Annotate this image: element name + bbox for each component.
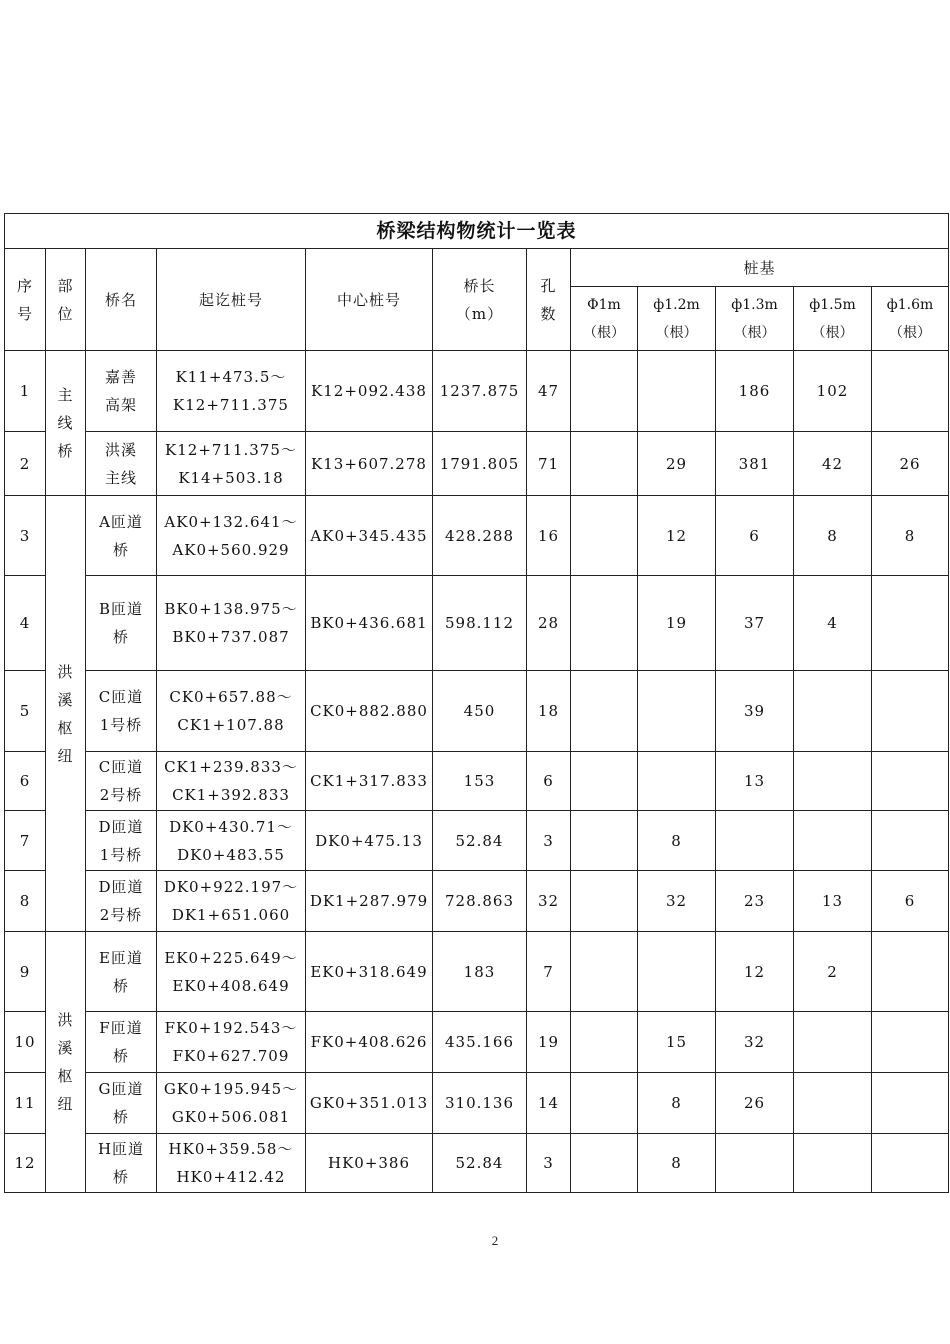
cell-center: CK1+317.833 [306, 752, 433, 811]
bridge-name-line-2: 2号桥 [99, 906, 143, 924]
cell-spans: 16 [527, 496, 571, 576]
range-start: FK0+192.543～ [164, 1019, 298, 1037]
range-start: DK0+922.197～ [163, 878, 299, 896]
table-row [5, 871, 949, 932]
cell-spans: 71 [527, 432, 571, 496]
bridge-name-line-1: H匝道 [97, 1140, 145, 1158]
cell-range [157, 1134, 306, 1193]
cell-center: BK0+436.681 [306, 576, 433, 671]
cell-seq: 3 [5, 496, 46, 576]
cell-length: 310.136 [433, 1073, 527, 1134]
title-row [5, 214, 949, 249]
cell-seq: 7 [5, 811, 46, 871]
cell-pile-p5 [872, 1134, 949, 1193]
cell-pile-p2 [638, 351, 716, 432]
pile-size: ф1.2m [653, 296, 700, 313]
header-piles: 桩基 [571, 249, 949, 287]
header-pile-2 [638, 287, 716, 351]
range-start: BK0+138.975～ [164, 600, 298, 618]
cell-length: 728.863 [433, 871, 527, 932]
pile-unit: （根） [583, 324, 625, 341]
cell-pile-p5: 6 [872, 871, 949, 932]
table-title: 桥梁结构物统计一览表 [5, 214, 949, 249]
header-seq [5, 249, 46, 351]
cell-spans: 32 [527, 871, 571, 932]
cell-seq: 1 [5, 351, 46, 432]
cell-range [157, 1073, 306, 1134]
cell-pile-p2: 8 [638, 811, 716, 871]
cell-pile-p4 [794, 1073, 872, 1134]
cell-pile-p2 [638, 671, 716, 752]
bridge-name-line-1: D匝道 [98, 817, 144, 836]
bridge-name-line-2: 桥 [112, 1168, 129, 1186]
cell-spans: 7 [527, 932, 571, 1012]
cell-pile-p1 [571, 351, 638, 432]
cell-pile-p2: 8 [638, 1134, 716, 1193]
part-label: 主线桥 [57, 386, 74, 460]
cell-pile-p1 [571, 576, 638, 671]
bridge-name-line-1: 嘉善 [104, 368, 137, 386]
cell-seq: 6 [5, 752, 46, 811]
pile-size: ф1.3m [731, 296, 778, 313]
bridge-statistics-table [4, 213, 949, 1193]
cell-range [157, 871, 306, 932]
cell-pile-p4: 102 [794, 351, 872, 432]
bridge-name-line-2: 桥 [112, 1108, 129, 1126]
bridge-name-line-2: 桥 [112, 1047, 129, 1065]
cell-center: CK0+882.880 [306, 671, 433, 752]
cell-seq: 12 [5, 1134, 46, 1193]
bridge-name-line-2: 2号桥 [99, 786, 143, 804]
cell-center: FK0+408.626 [306, 1012, 433, 1073]
cell-spans: 19 [527, 1012, 571, 1073]
cell-pile-p5 [872, 811, 949, 871]
bridge-name-line-1: 洪溪 [104, 440, 137, 459]
cell-pile-p1 [571, 432, 638, 496]
cell-part [46, 496, 86, 932]
table-row [5, 1073, 949, 1134]
cell-seq: 2 [5, 432, 46, 496]
cell-seq: 4 [5, 576, 46, 671]
range-end: CK1+392.833 [172, 786, 290, 804]
cell-range [157, 752, 306, 811]
cell-range [157, 496, 306, 576]
cell-center: K13+607.278 [306, 432, 433, 496]
cell-bridge-name [86, 871, 157, 932]
range-start: K12+711.375～ [165, 440, 297, 459]
bridge-name-line-1: D匝道 [98, 878, 144, 896]
cell-pile-p3: 12 [716, 932, 794, 1012]
cell-range [157, 432, 306, 496]
cell-pile-p4 [794, 1012, 872, 1073]
cell-pile-p3: 13 [716, 752, 794, 811]
cell-bridge-name [86, 671, 157, 752]
range-end: GK0+506.081 [171, 1108, 291, 1126]
range-start: GK0+195.945～ [163, 1080, 299, 1098]
bridge-name-line-1: B匝道 [98, 600, 144, 618]
cell-pile-p2 [638, 932, 716, 1012]
cell-range [157, 351, 306, 432]
cell-pile-p3 [716, 811, 794, 871]
pile-size: Φ1m [587, 296, 621, 313]
part-label: 洪溪枢纽 [57, 662, 74, 765]
table-row [5, 576, 949, 671]
header-length [433, 249, 527, 351]
bridge-name-line-1: C匝道 [98, 758, 144, 776]
table-row [5, 752, 949, 811]
cell-pile-p4 [794, 752, 872, 811]
range-end: K12+711.375 [173, 396, 289, 414]
bridge-name-line-2: 桥 [112, 540, 129, 559]
cell-pile-p2: 29 [638, 432, 716, 496]
table-row [5, 671, 949, 752]
header-pile-4 [794, 287, 872, 351]
cell-length: 450 [433, 671, 527, 752]
bridge-name-line-2: 桥 [112, 628, 129, 646]
cell-pile-p2: 12 [638, 496, 716, 576]
cell-length: 52.84 [433, 811, 527, 871]
cell-bridge-name [86, 1073, 157, 1134]
cell-spans: 47 [527, 351, 571, 432]
cell-seq: 10 [5, 1012, 46, 1073]
page-number: 2 [491, 1233, 499, 1248]
cell-pile-p4: 2 [794, 932, 872, 1012]
table-row [5, 1012, 949, 1073]
cell-pile-p4: 4 [794, 576, 872, 671]
cell-range [157, 1012, 306, 1073]
header-part-label: 部位 [57, 276, 74, 323]
table-row [5, 496, 949, 576]
cell-pile-p3: 26 [716, 1073, 794, 1134]
cell-pile-p5 [872, 576, 949, 671]
range-end: DK1+651.060 [171, 906, 291, 924]
range-start: HK0+359.58～ [168, 1140, 294, 1158]
cell-bridge-name [86, 1134, 157, 1193]
cell-length: 598.112 [433, 576, 527, 671]
cell-pile-p3: 23 [716, 871, 794, 932]
cell-bridge-name [86, 752, 157, 811]
cell-pile-p2: 8 [638, 1073, 716, 1134]
cell-pile-p3: 39 [716, 671, 794, 752]
bridge-name-line-2: 1号桥 [99, 716, 143, 734]
cell-center: DK1+287.979 [306, 871, 433, 932]
cell-pile-p1 [571, 752, 638, 811]
range-end: CK1+107.88 [177, 716, 285, 734]
bridge-name-line-1: C匝道 [98, 688, 144, 706]
cell-part [46, 351, 86, 496]
pile-unit: （根） [655, 324, 698, 341]
cell-pile-p4 [794, 1134, 872, 1193]
cell-pile-p1 [571, 811, 638, 871]
bridge-name-line-1: G匝道 [98, 1080, 144, 1098]
cell-pile-p1 [571, 1012, 638, 1073]
header-pile-3 [716, 287, 794, 351]
header-pile-1 [571, 287, 638, 351]
bridge-name-line-2: 主线 [104, 468, 137, 487]
cell-seq: 11 [5, 1073, 46, 1134]
cell-pile-p3: 32 [716, 1012, 794, 1073]
cell-center: K12+092.438 [306, 351, 433, 432]
table-row [5, 811, 949, 871]
cell-pile-p3 [716, 1134, 794, 1193]
cell-spans: 3 [527, 811, 571, 871]
table-body [5, 214, 949, 1193]
cell-bridge-name [86, 811, 157, 871]
pile-unit: （根） [811, 324, 854, 341]
range-end: BK0+737.087 [172, 628, 290, 646]
range-start: CK1+239.833～ [164, 758, 298, 776]
cell-bridge-name [86, 351, 157, 432]
cell-pile-p2: 19 [638, 576, 716, 671]
cell-range [157, 811, 306, 871]
bridge-name-line-1: E匝道 [99, 948, 143, 967]
range-start: CK0+657.88～ [169, 688, 293, 706]
cell-pile-p5 [872, 671, 949, 752]
cell-spans: 28 [527, 576, 571, 671]
header-spans-label: 孔数 [540, 276, 557, 323]
header-row-1 [5, 249, 949, 287]
header-name: 桥名 [86, 249, 157, 351]
cell-length: 1791.805 [433, 432, 527, 496]
range-start: DK0+430.71～ [169, 817, 293, 836]
range-end: FK0+627.709 [172, 1047, 290, 1065]
header-length-label: 桥长 [463, 276, 496, 295]
cell-pile-p3: 381 [716, 432, 794, 496]
range-start: EK0+225.649～ [164, 948, 298, 967]
cell-pile-p3: 6 [716, 496, 794, 576]
cell-center: GK0+351.013 [306, 1073, 433, 1134]
cell-center: EK0+318.649 [306, 932, 433, 1012]
cell-pile-p5 [872, 932, 949, 1012]
cell-bridge-name [86, 496, 157, 576]
cell-range [157, 671, 306, 752]
cell-length: 428.288 [433, 496, 527, 576]
header-part [46, 249, 86, 351]
cell-bridge-name [86, 1012, 157, 1073]
cell-pile-p5 [872, 351, 949, 432]
table-row [5, 432, 949, 496]
pile-size: ф1.5m [809, 296, 856, 313]
cell-pile-p4: 13 [794, 871, 872, 932]
table-row [5, 932, 949, 1012]
range-end: DK0+483.55 [177, 845, 285, 864]
cell-pile-p2: 32 [638, 871, 716, 932]
cell-pile-p1 [571, 1134, 638, 1193]
range-end: K14+503.18 [178, 468, 284, 487]
cell-pile-p5: 8 [872, 496, 949, 576]
range-end: EK0+408.649 [172, 976, 290, 995]
cell-pile-p1 [571, 496, 638, 576]
cell-length: 435.166 [433, 1012, 527, 1073]
cell-center: HK0+386 [306, 1134, 433, 1193]
pile-unit: （根） [733, 324, 776, 341]
range-end: AK0+560.929 [172, 540, 290, 559]
header-spans [527, 249, 571, 351]
cell-pile-p1 [571, 932, 638, 1012]
cell-pile-p5: 26 [872, 432, 949, 496]
cell-pile-p5 [872, 1073, 949, 1134]
header-length-unit: （m） [455, 304, 504, 323]
cell-pile-p2 [638, 752, 716, 811]
cell-spans: 3 [527, 1134, 571, 1193]
cell-seq: 5 [5, 671, 46, 752]
range-end: HK0+412.42 [176, 1168, 286, 1186]
bridge-name-line-2: 高架 [104, 396, 137, 414]
cell-spans: 6 [527, 752, 571, 811]
header-center: 中心桩号 [306, 249, 433, 351]
cell-pile-p3: 186 [716, 351, 794, 432]
pile-unit: （根） [889, 324, 931, 341]
header-pile-5 [872, 287, 949, 351]
cell-bridge-name [86, 932, 157, 1012]
cell-seq: 9 [5, 932, 46, 1012]
cell-bridge-name [86, 432, 157, 496]
bridge-name-line-1: A匝道 [99, 512, 143, 531]
cell-center: AK0+345.435 [306, 496, 433, 576]
bridge-name-line-1: F匝道 [99, 1019, 143, 1037]
cell-pile-p1 [571, 1073, 638, 1134]
cell-pile-p4: 42 [794, 432, 872, 496]
cell-pile-p4 [794, 671, 872, 752]
pile-size: ф1.6m [886, 296, 934, 313]
header-range: 起讫桩号 [157, 249, 306, 351]
cell-center: DK0+475.13 [306, 811, 433, 871]
bridge-name-line-2: 桥 [112, 976, 129, 995]
cell-pile-p5 [872, 752, 949, 811]
cell-pile-p4: 8 [794, 496, 872, 576]
cell-length: 1237.875 [433, 351, 527, 432]
cell-range [157, 932, 306, 1012]
cell-pile-p4 [794, 811, 872, 871]
cell-range [157, 576, 306, 671]
cell-pile-p1 [571, 871, 638, 932]
range-start: K11+473.5～ [175, 368, 287, 386]
cell-bridge-name [86, 576, 157, 671]
header-seq-label: 序号 [16, 276, 33, 323]
cell-spans: 18 [527, 671, 571, 752]
bridge-name-line-2: 1号桥 [99, 845, 143, 864]
cell-seq: 8 [5, 871, 46, 932]
range-start: AK0+132.641～ [164, 512, 298, 531]
cell-pile-p1 [571, 671, 638, 752]
cell-pile-p5 [872, 1012, 949, 1073]
part-label: 洪溪枢纽 [57, 1011, 74, 1113]
cell-spans: 14 [527, 1073, 571, 1134]
cell-pile-p3: 37 [716, 576, 794, 671]
cell-pile-p2: 15 [638, 1012, 716, 1073]
cell-length: 52.84 [433, 1134, 527, 1193]
cell-length: 153 [433, 752, 527, 811]
cell-length: 183 [433, 932, 527, 1012]
cell-part [46, 932, 86, 1193]
table-row [5, 1134, 949, 1193]
table-row [5, 351, 949, 432]
